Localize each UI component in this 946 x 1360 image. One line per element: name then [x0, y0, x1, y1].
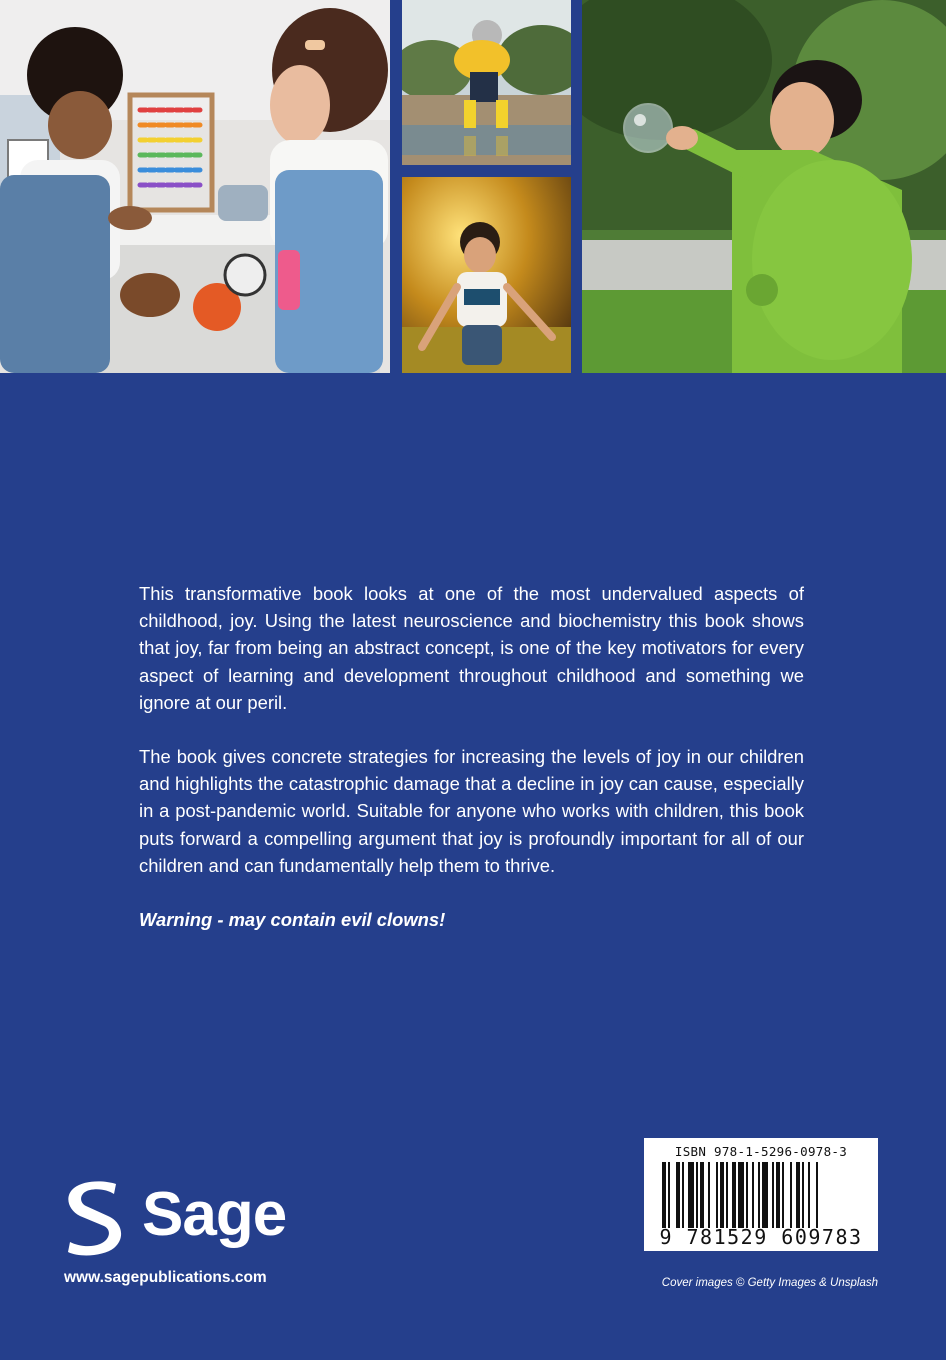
photo-bubble — [582, 0, 946, 373]
isbn-label: ISBN 978-1-5296-0978-3 — [674, 1144, 848, 1159]
isbn-barcode — [644, 1138, 878, 1251]
photo-puddle — [402, 0, 571, 165]
blurb-paragraph-2: The book gives concrete strategies for increasing the levels of joy in our children and highlights the catastrophic damage that a decline in joy can cause, especially in a post-pandemic world. Suitable for anyone who works with children, this book puts forward a compelling argument that joy is profoundly important for all of our children and can fundamentally help them to thrive. — [139, 746, 804, 876]
barcode-icon — [662, 1162, 866, 1228]
photo-sprinkler — [402, 177, 571, 373]
publisher-website: www.sagepublications.com — [64, 1269, 267, 1286]
publisher-name: Sage — [142, 1180, 287, 1249]
sage-logo-icon — [64, 1178, 124, 1256]
publisher-logo — [64, 1178, 304, 1258]
barcode-number: 9 781529 609783 — [659, 1225, 863, 1249]
book-blurb — [139, 580, 804, 960]
photo-toddlers — [0, 0, 390, 373]
blurb-paragraph-1: This transformative book looks at one of the most undervalued aspects of childhood, joy. Using the latest neuroscience and biochemistry this book shows that joy, far from being an abstract concept, is one of the key motivators for every aspect of learning and development throughout childhood and something we ignore at our peril. — [139, 583, 804, 713]
blurb-warning: Warning - may contain evil clowns! — [139, 909, 446, 931]
cover-image-credit: Cover images © Getty Images & Unsplash — [661, 1277, 878, 1289]
